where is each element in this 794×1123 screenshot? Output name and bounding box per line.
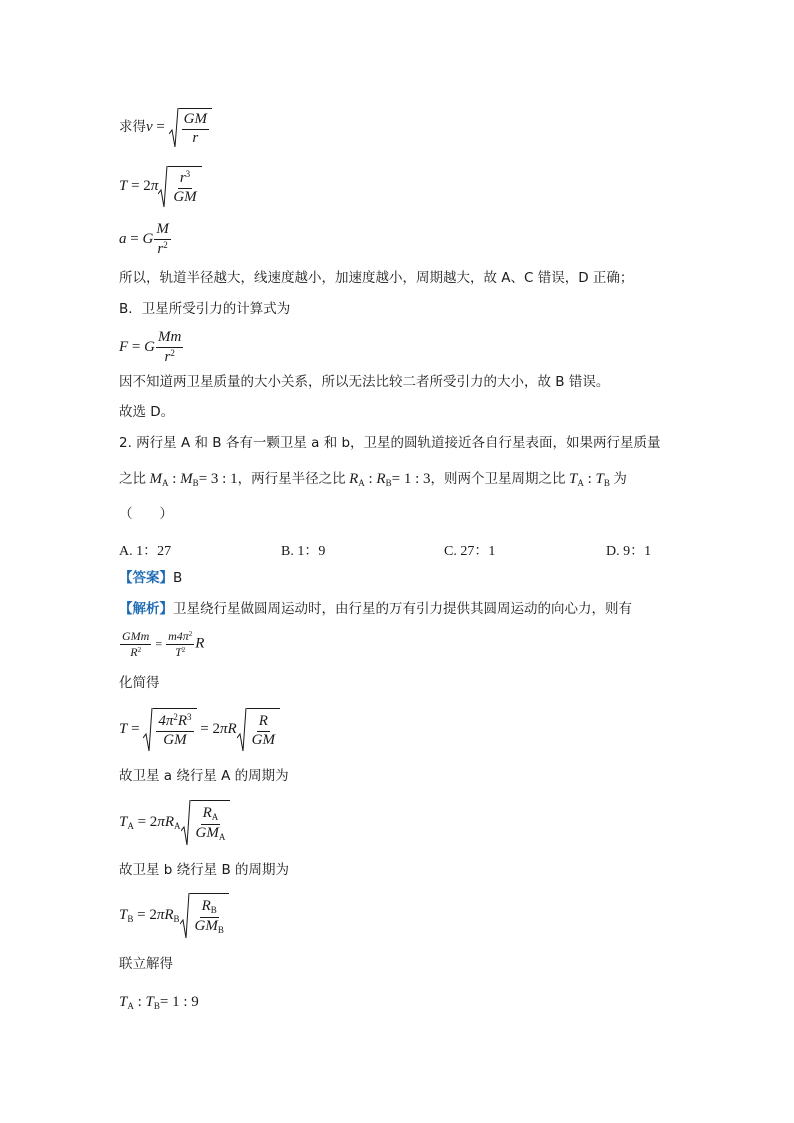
formula-force-balance: $\frac{\text{GMm}}{R^2}$ = $\frac{m4\pi^2}{T^2}$ R: [122, 629, 205, 659]
item-b-line: B．卫星所受引力的计算式为: [119, 301, 291, 317]
question-2-line-1: 2. 两行星 A 和 B 各有一颗卫星 a 和 b，卫星的圆轨道接近各自行星表面，如果两行星质量: [119, 435, 661, 451]
formula-F: F = G $\frac{Mm}{r^2}$: [119, 329, 182, 365]
answer-line: [119, 572, 182, 586]
option-d[interactable]: D. 9：1: [606, 544, 652, 559]
math-v: v: [146, 119, 153, 136]
text-qiude: 求得: [119, 119, 146, 136]
formula-final-ratio: $T_A$ : $T_B= 1$ : 9: [119, 994, 199, 1011]
explanation-line: 因不知道两卫星质量的大小关系，所以无法比较二者所受引力的大小，故 B 错误。: [119, 374, 610, 390]
sqrt-gm-r: $\frac{GM}{r}$: [169, 108, 212, 148]
option-b[interactable]: B. 1：9: [281, 544, 326, 559]
formula-TB: $T_B = 2\pi R_B$ $\frac{R_B}{GM_B}$: [119, 893, 229, 939]
option-a[interactable]: A. 1：27: [119, 544, 172, 559]
period-b-line: 故卫星 b 绕行星 B 的周期为: [119, 862, 289, 878]
analysis-text: 卫星绕行星做圆周运动时，由行星的万有引力提供其圆周运动的向心力，则有: [173, 601, 632, 617]
answer-value: B: [173, 570, 183, 586]
question-2-line-2: 之比 $M_A$ : $M_B= 3$ : 1，两行星半径之比 $R_A$ : $R_B= 1$ : 3，则两个卫星周期之比 $T_A$ : $T_B$ 为: [119, 471, 627, 488]
analysis-tag: 【解析】: [119, 601, 173, 617]
formula-TA: $T_A = 2\pi R_A$ $\frac{R_A}{GM_A}$: [119, 800, 230, 846]
formula-T-simplified: T = $\frac{4\pi^2R^3}{GM}$ = 2πR $\frac{R}{GM}$: [119, 708, 280, 752]
question-2-paren: （ ）: [119, 506, 173, 522]
choose-d-line: 故选 D。: [119, 404, 175, 420]
formula-a: a = G $\frac{M}{r^2}$: [119, 221, 169, 257]
formula-T: T = 2π $\frac{r^3}{GM}$: [119, 166, 202, 208]
option-c[interactable]: C. 27：1: [444, 544, 496, 559]
analysis-line: [119, 603, 632, 617]
formula-v: 求得v = $\frac{GM}{r}$: [119, 108, 212, 148]
simplify-line: 化简得: [119, 675, 160, 691]
combine-line: 联立解得: [119, 956, 173, 972]
answer-tag: 【答案】: [119, 570, 173, 586]
conclusion-line: 所以，轨道半径越大，线速度越小，加速度越小，周期越大，故 A、C 错误，D 正确；: [119, 270, 634, 286]
period-a-line: 故卫星 a 绕行星 A 的周期为: [119, 768, 289, 784]
